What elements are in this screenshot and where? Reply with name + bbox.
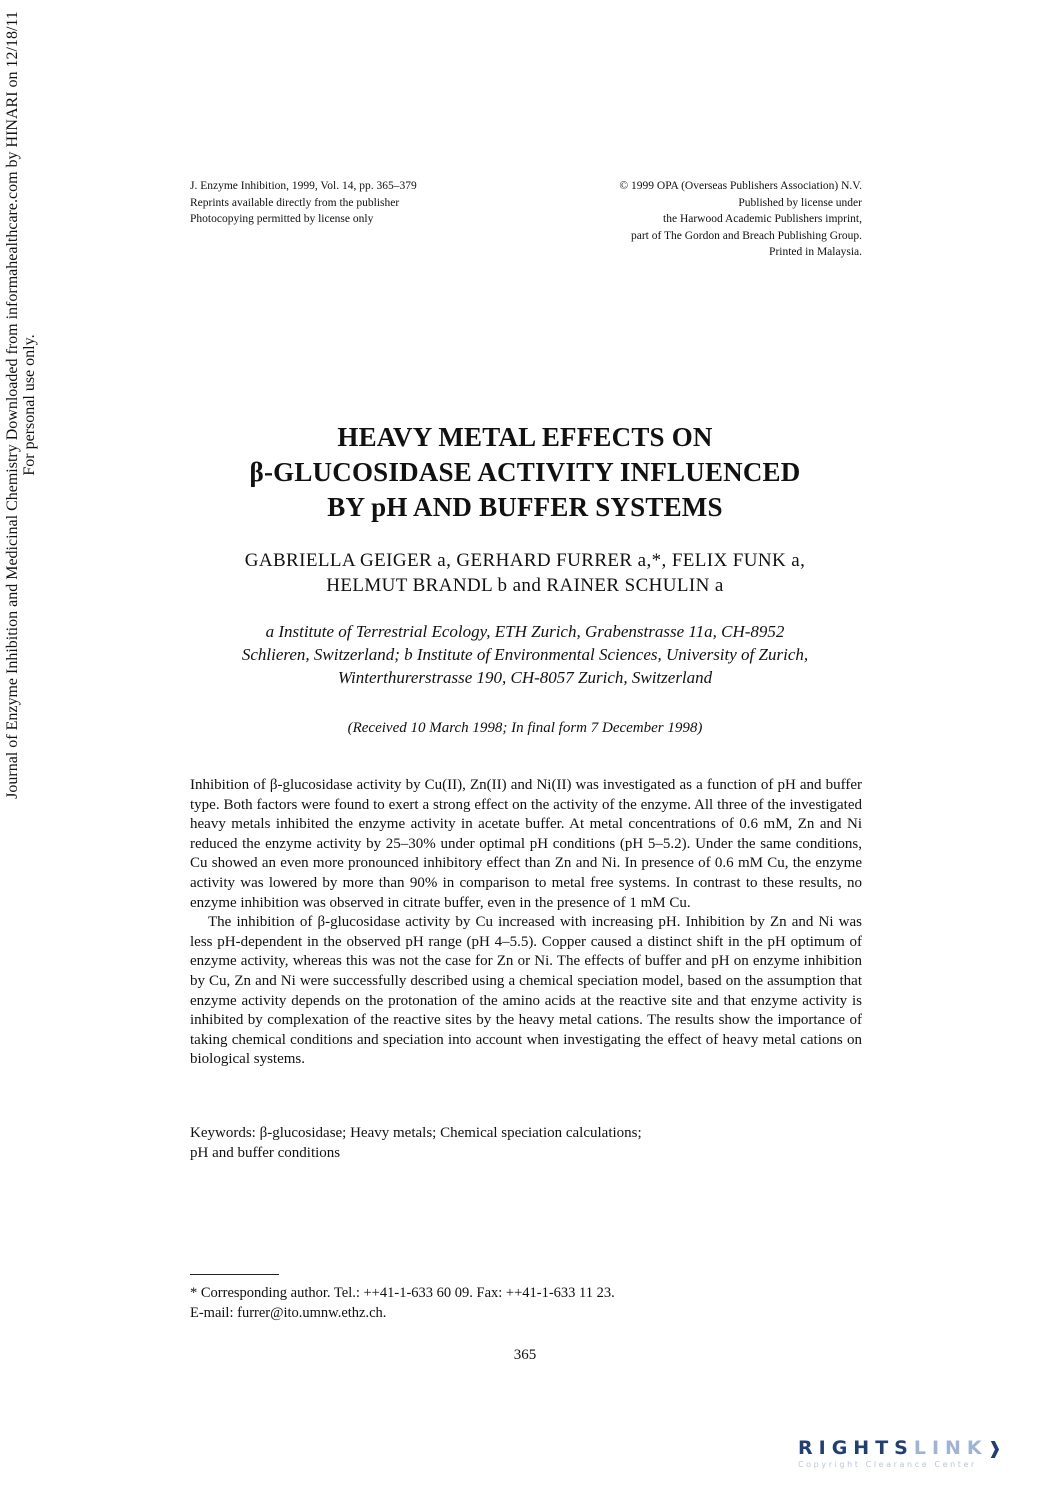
author-list — [0, 548, 1050, 598]
logo-arrow-icon: ❱ — [987, 1439, 1002, 1459]
logo-subtitle: Copyright Clearance Center — [798, 1460, 977, 1469]
publisher-group-line: part of The Gordon and Breach Publishing Group. — [630, 229, 862, 242]
keywords-line-1: Keywords: β-glucosidase; Heavy metals; Chemical speciation calculations; — [190, 1125, 642, 1141]
title-line-1: HEAVY METAL EFFECTS ON — [337, 422, 713, 452]
keywords — [190, 1123, 642, 1163]
title-line-2: β-GLUCOSIDASE ACTIVITY INFLUENCED — [249, 457, 801, 487]
imprint-line: the Harwood Academic Publishers imprint, — [663, 213, 862, 225]
received-dates: (Received 10 March 1998; In final form 7 December 1998) — [347, 720, 703, 736]
watermark-line-1: Journal of Enzyme Inhibition and Medicinal Chemistry Downloaded from informahealthcare.com by HINARI on 12/18/11 — [4, 11, 21, 799]
abstract-paragraph-2: The inhibition of β-glucosidase activity by Cu increased with increasing pH. Inhibition by Zn and Ni was less pH-dependent in the observed pH range (pH 4–5.5). Copper caused a distinct shift in the pH optimum of enzyme activity, whereas this was not the case for Zn or Ni. The effects of buffer and pH on enzyme inhibition by Cu, Zn and Ni were successfully described using a chemical speciation model, based on the assumption that enzyme activity depends on the protonation of the amino acids at the reactive site and that enzyme activity is inhibited by complexation of the reactive sites by the heavy metal cations. The results show the importance of taking chemical conditions and speciation into account when investigating the effect of heavy metal cations on biological systems. — [190, 914, 862, 1068]
keywords-line-2: pH and buffer conditions — [190, 1145, 341, 1161]
rightslink-logo[interactable] — [798, 1437, 1002, 1469]
logo-light-text: LINK — [913, 1437, 988, 1459]
affiliation-line-2: Schlieren, Switzerland; b Institute of Environmental Sciences, University of Zurich, — [241, 645, 809, 664]
citation-line: J. Enzyme Inhibition, 1999, Vol. 14, pp. 365–379 — [190, 180, 417, 192]
affiliation-line-1: a Institute of Terrestrial Ecology, ETH Zurich, Grabenstrasse 11a, CH-8952 — [265, 622, 785, 641]
rightslink-wordmark — [798, 1437, 1002, 1459]
reprints-line: Reprints available directly from the publisher — [190, 196, 400, 209]
authors-line-1: GABRIELLA GEIGER a, GERHARD FURRER a,*, FELIX FUNK a, — [244, 550, 806, 571]
abstract-paragraph-1: Inhibition of β-glucosidase activity by Cu(II), Zn(II) and Ni(II) was investigated as a function of pH and buffer type. Both factors were found to exert a strong effect on the activity of the enzyme. All three of the investigated heavy metals inhibited the enzyme activity in acetate buffer. At metal concentrations of 0.6 mM, Zn and Ni reduced the enzyme activity by 25–30% under optimal pH conditions (pH 5–5.2). Under the same conditions, Cu showed an even more pronounced inhibitory effect than Zn and Ni. In presence of 0.6 mM Cu, the enzyme activity was lowered by more than 90% in comparison to metal free systems. In contrast to these results, no enzyme inhibition was observed in citrate buffer, even in the presence of 1 mM Cu. — [190, 777, 862, 911]
copyright-notice — [619, 178, 862, 261]
abstract — [190, 776, 862, 1070]
footnote-contact-line: * Corresponding author. Tel.: ++41-1-633 60 09. Fax: ++41-1-633 11 23. — [190, 1285, 615, 1301]
page-number: 365 — [513, 1347, 537, 1363]
journal-citation — [190, 178, 417, 228]
license-line: Published by license under — [738, 196, 862, 209]
photocopy-line: Photocopying permitted by license only — [190, 213, 374, 225]
logo-strong-text: RIGHTS — [798, 1437, 914, 1459]
footnote-divider — [190, 1274, 279, 1275]
paper-title — [0, 420, 1050, 525]
title-line-3: BY pH AND BUFFER SYSTEMS — [327, 492, 723, 522]
affiliation-line-3: Winterthurerstrasse 190, CH-8057 Zurich, Switzerland — [337, 668, 713, 687]
watermark-line-2: For personal use only. — [21, 334, 38, 476]
copyright-line: © 1999 OPA (Overseas Publishers Association) N.V. — [619, 180, 862, 192]
printed-line: Printed in Malaysia. — [769, 246, 862, 258]
affiliations — [0, 620, 1050, 689]
corresponding-author-footnote — [190, 1283, 615, 1323]
footnote-email-line: E-mail: furrer@ito.umnw.ethz.ch. — [190, 1305, 387, 1321]
authors-line-2: HELMUT BRANDL b and RAINER SCHULIN a — [326, 575, 724, 596]
